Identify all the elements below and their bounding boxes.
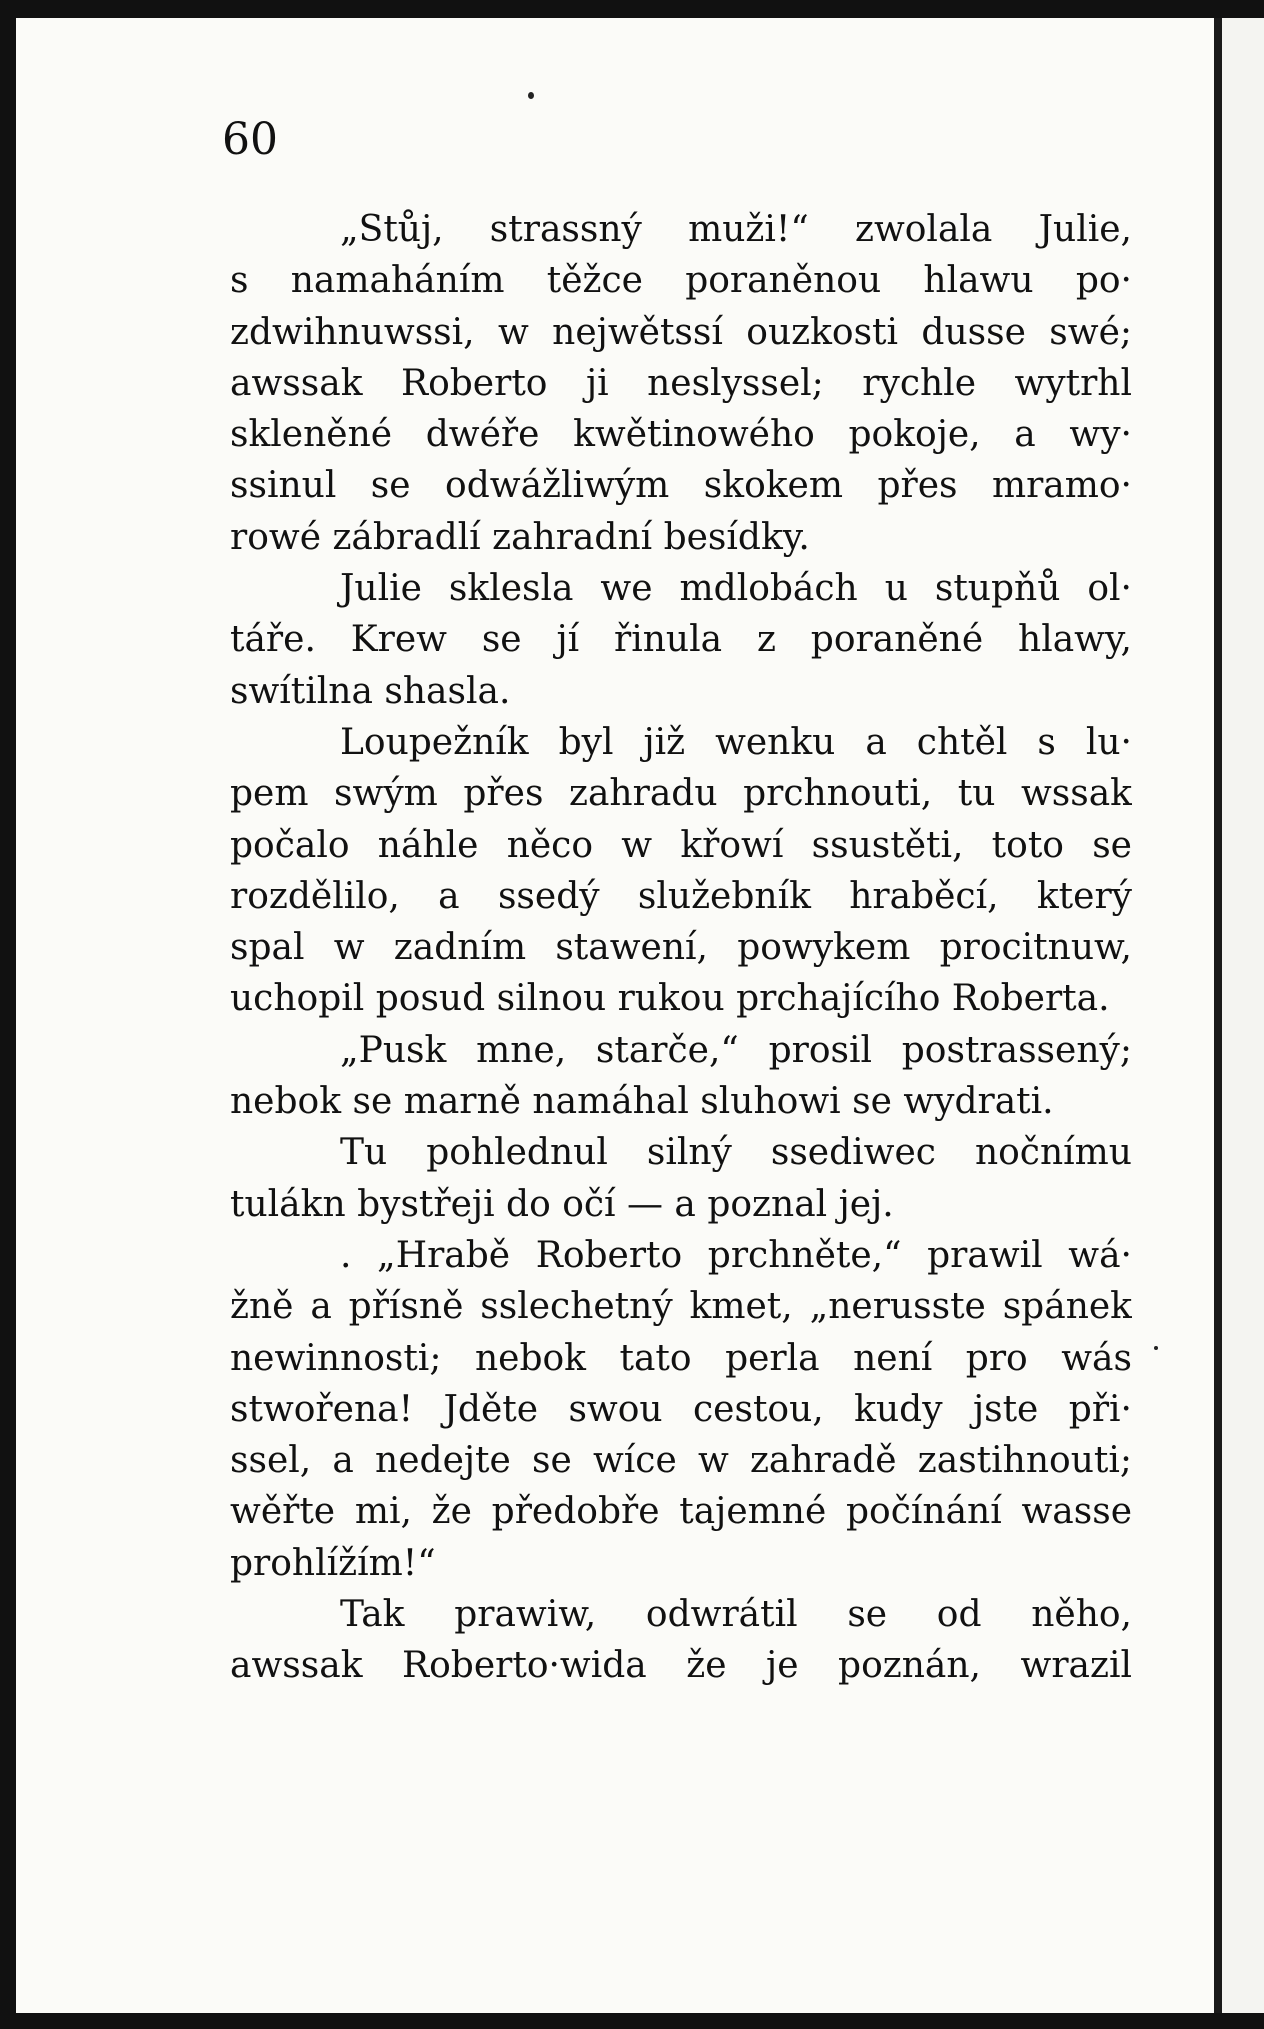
text-line: uchopil posud silnou rukou prchajícího Roberta. (230, 978, 1110, 1020)
text-line: pem swým přes zahradu prchnouti, tu wssak (230, 773, 1132, 815)
text-line: Tu pohlednul silný ssediwec nočnímu (340, 1132, 1132, 1174)
text-line: rowé zábradlí zahradní besídky. (230, 516, 810, 558)
text-line: stwořena! Jděte swou cestou, kudy jste při· (230, 1388, 1132, 1430)
text-line: swítilna shasla. (230, 670, 511, 712)
text-line: . „Hrabě Roberto prchněte,“ prawil wá· (340, 1234, 1132, 1276)
text-line: žně a přísně sslechetný kmet, „nerusste spánek (230, 1286, 1132, 1328)
text-line: spal w zadním stawení, powykem procitnuw, (230, 927, 1132, 969)
text-line: zdwihnuwssi, w nejwětssí ouzkosti dusse swé; (230, 311, 1132, 353)
ink-speck (1154, 1346, 1158, 1350)
text-line: skleněné dwéře kwětinowého pokoje, a wy· (230, 414, 1132, 456)
text-line: „Pusk mne, starče,“ prosil postrassený; (340, 1029, 1132, 1071)
text-line: rozdělilo, a ssedý služebník hraběcí, který (230, 875, 1132, 917)
text-line: ssinul se odwážliwým skokem přes mramo· (230, 465, 1132, 507)
text-line: awssak Roberto ji neslyssel; rychle wytrhl (230, 362, 1132, 404)
text-line: Loupežník byl již wenku a chtěl s lu· (340, 721, 1132, 763)
text-line: Tak prawiw, odwrátil se od něho, (340, 1594, 1132, 1636)
text-line: prohlížím!“ (230, 1542, 436, 1584)
book-page (16, 18, 1214, 2013)
page-edge-shadow (1214, 18, 1222, 2013)
text-line: s namaháním těžce poraněnou hlawu po· (230, 260, 1132, 302)
ink-speck (528, 92, 534, 99)
text-line: newinnosti; nebok tato perla není pro wás (230, 1337, 1132, 1379)
text-line: awssak Roberto·wida že je poznán, wrazil (230, 1645, 1132, 1687)
text-line: wěřte mi, že předobře tajemné počínání wasse (230, 1491, 1132, 1533)
text-line: počalo náhle něco w křowí ssustěti, toto se (230, 824, 1132, 866)
body-text (230, 204, 1132, 1692)
text-line: nebok se marně namáhal sluhowi se wydrati. (230, 1081, 1054, 1123)
next-page-strip (1222, 18, 1264, 2013)
text-line: tulákn bystřeji do očí — a poznal jej. (230, 1183, 894, 1225)
text-line: ssel, a nedejte se wíce w zahradě zastihnouti; (230, 1440, 1132, 1482)
text-line: táře. Krew se jí řinula z poraněné hlawy, (230, 619, 1132, 661)
text-line: Julie sklesla we mdlobách u stupňů ol· (340, 568, 1132, 610)
text-line: „Stůj, strassný muži!“ zwolala Julie, (340, 209, 1132, 250)
page-number: 60 (222, 114, 278, 165)
